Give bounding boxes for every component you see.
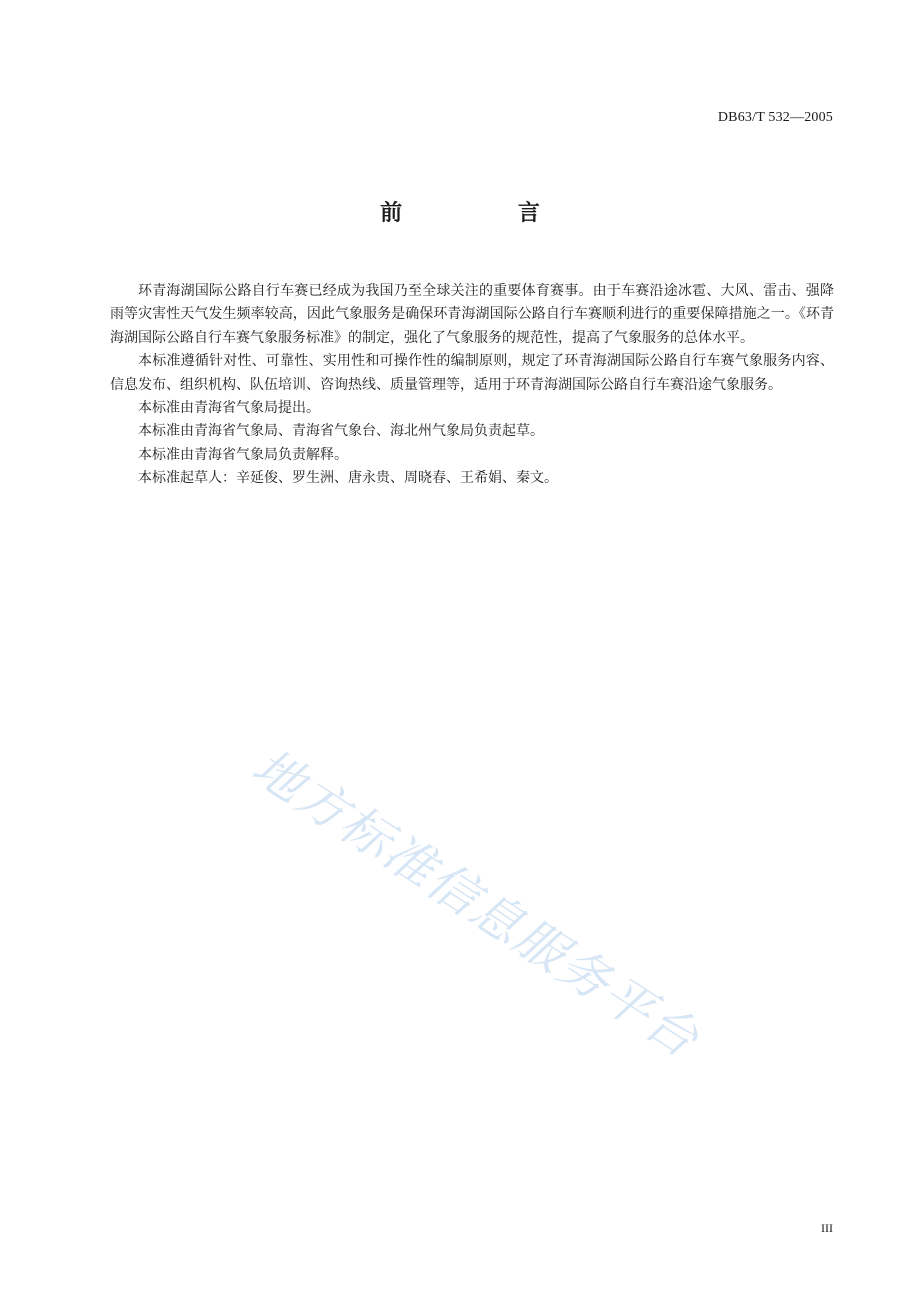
paragraph: 环青海湖国际公路自行车赛已经成为我国乃至全球关注的重要体育赛事。由于车赛沿途冰雹、大风、雷击、强降雨等灾害性天气发生频率较高，因此气象服务是确保环青海湖国际公路自行车赛顺利进行的重要保障措施之一。《环青海湖国际公路自行车赛气象服务标准》的制定，强化了气象服务的规范性，提高了气象服务的总体水平。 xyxy=(110,283,834,346)
watermark: 地方标准信息服务平台 xyxy=(241,737,710,1070)
paragraph: 本标准由青海省气象局负责解释。 xyxy=(138,446,348,463)
paragraph: 本标准由青海省气象局提出。 xyxy=(138,400,320,417)
paragraph: 本标准遵循针对性、可靠性、实用性和可操作性的编制原则，规定了环青海湖国际公路自行车赛气象服务内容、信息发布、组织机构、队伍培训、咨询热线、质量管理等，适用于环青海湖国际公路自行车赛沿途气象服务。 xyxy=(110,353,834,393)
standard-code: DB63/T 532—2005 xyxy=(717,110,833,125)
paragraph: 本标准起草人：辛延俊、罗生洲、唐永贵、周晓春、王希娟、秦文。 xyxy=(138,470,558,487)
page-number: III xyxy=(821,1221,833,1235)
paragraph: 本标准由青海省气象局、青海省气象台、海北州气象局负责起草。 xyxy=(138,423,544,440)
foreword-body xyxy=(110,280,834,491)
page-title: 前 言 xyxy=(380,201,594,226)
